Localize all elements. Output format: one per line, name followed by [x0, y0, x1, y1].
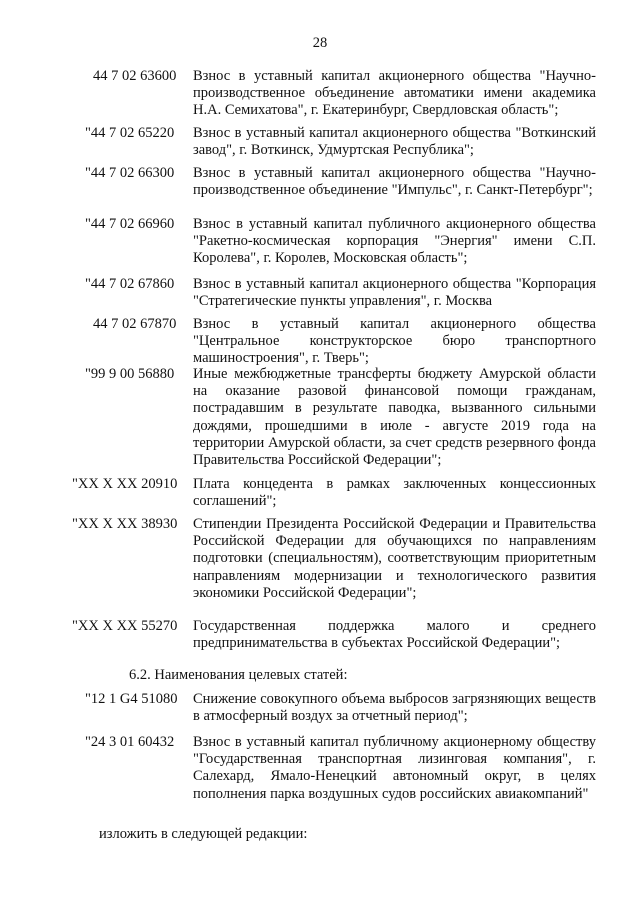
entry-code: "44 7 02 65220	[85, 125, 175, 141]
entry-description: Взнос в уставный капитал акционерного общества "Научно-производственное объединение автоматики имени академика Н.А. Семихатова", г. Екатеринбург, Свердловская область";	[193, 68, 596, 119]
entry-description: Стипендии Президента Российской Федерации и Правительства Российской Федерации для обучающихся по направлениям подготовки (специальностям), соответствующим приоритетным направлениям модернизации и технологического развития экономики Российской Федерации";	[193, 516, 596, 601]
section-heading: 6.2. Наименования целевых статей:	[129, 667, 348, 683]
entry-description: Взнос в уставный капитал публичного акционерного общества "Ракетно-космическая корпорация "Энергия" имени С.П. Королева", г. Королев, Московская область";	[193, 216, 596, 267]
entry-code: "24 3 01 60432	[85, 734, 175, 750]
entry-description: Взнос в уставный капитал акционерного общества "Центральное конструкторское бюро транспортного машиностроения", г. Тверь";	[193, 316, 596, 367]
page-number: 28	[312, 35, 328, 51]
entry-code: 44 7 02 63600	[93, 68, 177, 84]
entry-description: Снижение совокупного объема выбросов загрязняющих веществ в атмосферный воздух за отчетный период";	[193, 691, 596, 725]
entry-description: Взнос в уставный капитал акционерного общества "Корпорация "Стратегические пункты управления", г. Москва	[193, 276, 596, 310]
entry-code: "44 7 02 67860	[85, 276, 175, 292]
entry-code: "XX X XX 38930	[72, 516, 178, 532]
entry-code: "44 7 02 66960	[85, 216, 175, 232]
entry-description: Взнос в уставный капитал акционерного общества "Научно-производственное объединение "Импульс", г. Санкт-Петербург";	[193, 165, 596, 199]
entry-code: "XX X XX 20910	[72, 476, 178, 492]
entry-code: "12 1 G4 51080	[85, 691, 178, 707]
entry-description: Иные межбюджетные трансферты бюджету Амурской области на оказание разовой финансовой помощи гражданам, пострадавшим в результате паводка, вызванного сильными дождями, прошедшими в июле - августе 2019 года на территории Амурской области, за счет средств резервного фонда Правительства Российской Федерации";	[193, 366, 596, 469]
entry-description: Взнос в уставный капитал публичному акционерному обществу "Государственная транспортная лизинговая компания", г. Салехард, Ямало-Ненецкий автономный округ, в целях пополнения парка воздушных судов российских авиакомпаний"	[193, 734, 596, 802]
entry-code: "44 7 02 66300	[85, 165, 175, 181]
entry-description: Государственная поддержка малого и среднего предпринимательства в субъектах Российской Федерации";	[193, 618, 596, 652]
entry-description: Плата концедента в рамках заключенных концессионных соглашений";	[193, 476, 596, 510]
entry-description: Взнос в уставный капитал акционерного общества "Воткинский завод", г. Воткинск, Удмуртская Республика";	[193, 125, 596, 159]
entry-code: "XX X XX 55270	[72, 618, 178, 634]
entry-code: "99 9 00 56880	[85, 366, 175, 382]
entry-code: 44 7 02 67870	[93, 316, 177, 332]
closing-text: изложить в следующей редакции:	[99, 826, 308, 842]
